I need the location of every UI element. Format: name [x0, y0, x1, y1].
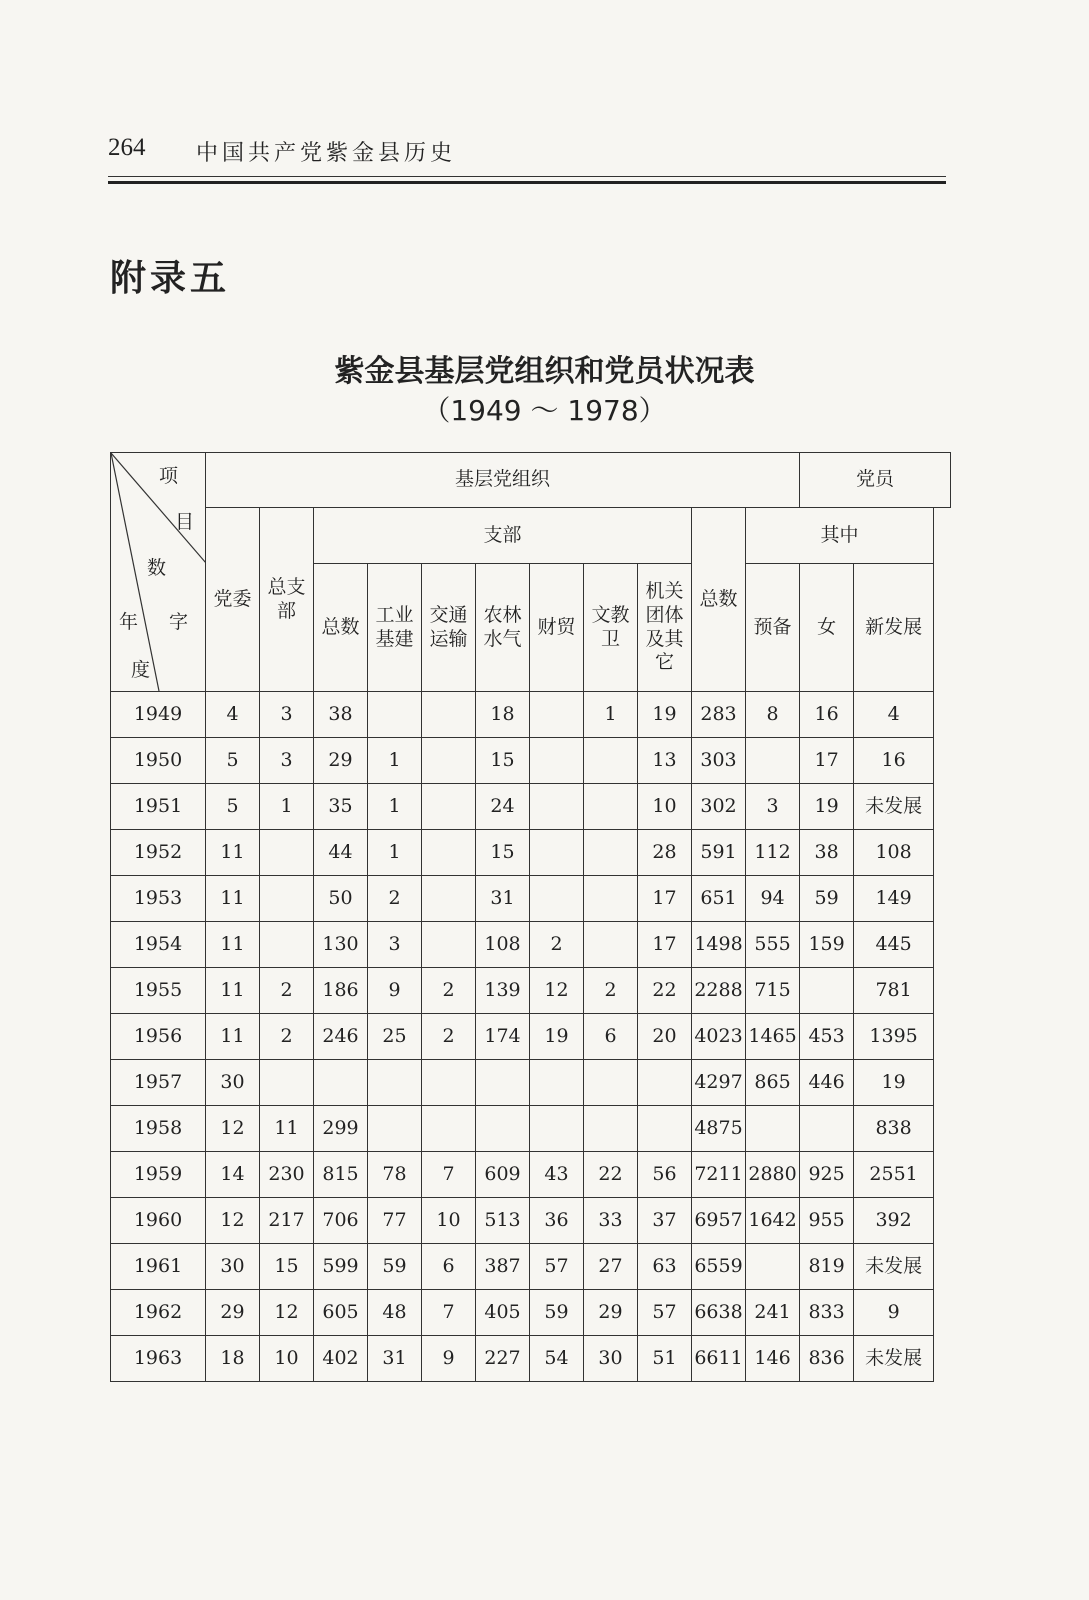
- header-culture-edu-health: 文教卫: [584, 564, 638, 692]
- table-title: 紫金县基层党组织和党员状况表: [334, 354, 755, 389]
- value-cell: 2: [530, 922, 584, 968]
- value-cell: 2: [368, 876, 422, 922]
- header-branch-total: 总数: [314, 564, 368, 692]
- value-cell: 651: [692, 876, 746, 922]
- value-cell: 48: [368, 1290, 422, 1336]
- value-cell: 24: [476, 784, 530, 830]
- value-cell: 1: [584, 692, 638, 738]
- value-cell: [530, 876, 584, 922]
- value-cell: 387: [476, 1244, 530, 1290]
- value-cell: 3: [746, 784, 800, 830]
- header-transport: 交通运输: [422, 564, 476, 692]
- year-cell: 1961: [111, 1244, 206, 1290]
- value-cell: 2288: [692, 968, 746, 1014]
- value-cell: 833: [800, 1290, 854, 1336]
- value-cell: 10: [638, 784, 692, 830]
- year-cell: 1950: [111, 738, 206, 784]
- value-cell: 15: [476, 830, 530, 876]
- value-cell: 513: [476, 1198, 530, 1244]
- table-row: [111, 968, 951, 1014]
- value-cell: 11: [260, 1106, 314, 1152]
- table-row: [111, 1198, 951, 1244]
- value-cell: 27: [584, 1244, 638, 1290]
- value-cell: 43: [530, 1152, 584, 1198]
- value-cell: 11: [206, 968, 260, 1014]
- value-cell: 599: [314, 1244, 368, 1290]
- value-cell: 15: [260, 1244, 314, 1290]
- header-among-which: 其中: [746, 508, 934, 564]
- header-party-committee: 党委: [206, 508, 260, 692]
- value-cell: 29: [206, 1290, 260, 1336]
- year-cell: 1959: [111, 1152, 206, 1198]
- value-cell: 94: [746, 876, 800, 922]
- value-cell: 11: [206, 830, 260, 876]
- value-cell: 11: [206, 922, 260, 968]
- value-cell: 29: [584, 1290, 638, 1336]
- value-cell: 36: [530, 1198, 584, 1244]
- value-cell: 6957: [692, 1198, 746, 1244]
- value-cell: 51: [638, 1336, 692, 1382]
- value-cell: 22: [638, 968, 692, 1014]
- table-row: [111, 1060, 951, 1106]
- value-cell: 33: [584, 1198, 638, 1244]
- value-cell: [422, 738, 476, 784]
- value-cell: 299: [314, 1106, 368, 1152]
- value-cell: 838: [854, 1106, 934, 1152]
- value-cell: 1498: [692, 922, 746, 968]
- value-cell: [422, 922, 476, 968]
- value-cell: 303: [692, 738, 746, 784]
- value-cell: [476, 1060, 530, 1106]
- value-cell: 20: [638, 1014, 692, 1060]
- value-cell: 241: [746, 1290, 800, 1336]
- value-cell: [422, 1060, 476, 1106]
- value-cell: 38: [314, 692, 368, 738]
- value-cell: 392: [854, 1198, 934, 1244]
- year-cell: 1953: [111, 876, 206, 922]
- value-cell: 13: [638, 738, 692, 784]
- value-cell: 4297: [692, 1060, 746, 1106]
- value-cell: [368, 1060, 422, 1106]
- value-cell: [422, 784, 476, 830]
- table-row: [111, 922, 951, 968]
- year-cell: 1962: [111, 1290, 206, 1336]
- value-cell: 2: [260, 1014, 314, 1060]
- value-cell: [260, 922, 314, 968]
- value-cell: [530, 692, 584, 738]
- value-cell: [260, 876, 314, 922]
- value-cell: 78: [368, 1152, 422, 1198]
- table-row: [111, 784, 951, 830]
- value-cell: 4: [854, 692, 934, 738]
- value-cell: 591: [692, 830, 746, 876]
- value-cell: 146: [746, 1336, 800, 1382]
- value-cell: [422, 876, 476, 922]
- value-cell: [368, 1106, 422, 1152]
- value-cell: [530, 738, 584, 784]
- value-cell: 9: [422, 1336, 476, 1382]
- value-cell: [476, 1106, 530, 1152]
- value-cell: 7: [422, 1152, 476, 1198]
- table-row: [111, 1014, 951, 1060]
- value-cell: 1642: [746, 1198, 800, 1244]
- corner-label-zi: 字: [169, 611, 189, 633]
- value-cell: 11: [206, 1014, 260, 1060]
- table-row: [111, 830, 951, 876]
- year-cell: 1963: [111, 1336, 206, 1382]
- value-cell: [368, 692, 422, 738]
- value-cell: 15: [476, 738, 530, 784]
- value-cell: 10: [422, 1198, 476, 1244]
- value-cell: 1395: [854, 1014, 934, 1060]
- value-cell: 453: [800, 1014, 854, 1060]
- corner-header-cell: [111, 453, 206, 692]
- value-cell: 955: [800, 1198, 854, 1244]
- value-cell: 227: [476, 1336, 530, 1382]
- value-cell: 17: [638, 922, 692, 968]
- corner-label-shu: 数: [147, 557, 167, 579]
- value-cell: 174: [476, 1014, 530, 1060]
- value-cell: 54: [530, 1336, 584, 1382]
- value-cell: 4023: [692, 1014, 746, 1060]
- year-cell: 1952: [111, 830, 206, 876]
- value-cell: 446: [800, 1060, 854, 1106]
- value-cell: [584, 738, 638, 784]
- header-rule-thin: [108, 176, 946, 177]
- value-cell: 59: [368, 1244, 422, 1290]
- value-cell: 59: [530, 1290, 584, 1336]
- table-row: [111, 1336, 951, 1382]
- table-row: [111, 1290, 951, 1336]
- header-party-members: 党员: [800, 453, 951, 508]
- header-finance-trade: 财贸: [530, 564, 584, 692]
- corner-label-mu: 目: [175, 511, 195, 533]
- value-cell: [638, 1106, 692, 1152]
- value-cell: 29: [314, 738, 368, 784]
- value-cell: 706: [314, 1198, 368, 1244]
- value-cell: 17: [638, 876, 692, 922]
- value-cell: 1: [368, 784, 422, 830]
- value-cell: 59: [800, 876, 854, 922]
- value-cell: 283: [692, 692, 746, 738]
- corner-label-xiang: 项: [159, 465, 179, 487]
- value-cell: 22: [584, 1152, 638, 1198]
- value-cell: 5: [206, 738, 260, 784]
- year-cell: 1955: [111, 968, 206, 1014]
- value-cell: 6: [422, 1244, 476, 1290]
- value-cell: 159: [800, 922, 854, 968]
- table-row: [111, 1152, 951, 1198]
- value-cell: [530, 784, 584, 830]
- value-cell: 781: [854, 968, 934, 1014]
- value-cell: 2880: [746, 1152, 800, 1198]
- corner-label-nian: 年: [119, 611, 139, 633]
- value-cell: [584, 1106, 638, 1152]
- value-cell: 865: [746, 1060, 800, 1106]
- value-cell: 16: [854, 738, 934, 784]
- value-cell: 44: [314, 830, 368, 876]
- value-cell: 230: [260, 1152, 314, 1198]
- header-agri-forest-water-weather: 农林水气: [476, 564, 530, 692]
- value-cell: 6: [584, 1014, 638, 1060]
- value-cell: 112: [746, 830, 800, 876]
- header-organs-groups-other: 机关团体及其它: [638, 564, 692, 692]
- value-cell: 2551: [854, 1152, 934, 1198]
- year-cell: 1949: [111, 692, 206, 738]
- value-cell: 819: [800, 1244, 854, 1290]
- value-cell: 302: [692, 784, 746, 830]
- value-cell: 30: [206, 1060, 260, 1106]
- value-cell: 57: [638, 1290, 692, 1336]
- table-subtitle: （1949 ～ 1978）: [422, 394, 667, 427]
- value-cell: 30: [206, 1244, 260, 1290]
- year-cell: 1960: [111, 1198, 206, 1244]
- value-cell: 609: [476, 1152, 530, 1198]
- value-cell: 14: [206, 1152, 260, 1198]
- value-cell: [746, 1106, 800, 1152]
- year-cell: 1951: [111, 784, 206, 830]
- corner-label-du: 度: [131, 659, 151, 681]
- value-cell: 17: [800, 738, 854, 784]
- year-cell: 1956: [111, 1014, 206, 1060]
- value-cell: 1465: [746, 1014, 800, 1060]
- value-cell: [260, 830, 314, 876]
- value-cell: [584, 1060, 638, 1106]
- value-cell: 37: [638, 1198, 692, 1244]
- header-female: 女: [800, 564, 854, 692]
- value-cell: [746, 1244, 800, 1290]
- value-cell: 31: [476, 876, 530, 922]
- value-cell: 2: [584, 968, 638, 1014]
- value-cell: 30: [584, 1336, 638, 1382]
- value-cell: 12: [206, 1106, 260, 1152]
- table-row: [111, 1244, 951, 1290]
- value-cell: 605: [314, 1290, 368, 1336]
- value-cell: 3: [368, 922, 422, 968]
- value-cell: [584, 922, 638, 968]
- value-cell: 108: [476, 922, 530, 968]
- value-cell: 16: [800, 692, 854, 738]
- value-cell: 6611: [692, 1336, 746, 1382]
- party-statistics-table: [110, 452, 951, 1382]
- value-cell: [422, 692, 476, 738]
- value-cell: 7: [422, 1290, 476, 1336]
- value-cell: 19: [854, 1060, 934, 1106]
- value-cell: 4875: [692, 1106, 746, 1152]
- value-cell: [530, 1060, 584, 1106]
- header-member-total: 总数: [692, 508, 746, 692]
- value-cell: 25: [368, 1014, 422, 1060]
- value-cell: 7211: [692, 1152, 746, 1198]
- header-rule-thick: [108, 181, 946, 184]
- value-cell: 未发展: [854, 1336, 934, 1382]
- value-cell: 57: [530, 1244, 584, 1290]
- value-cell: 11: [206, 876, 260, 922]
- value-cell: 未发展: [854, 1244, 934, 1290]
- value-cell: 77: [368, 1198, 422, 1244]
- value-cell: 815: [314, 1152, 368, 1198]
- value-cell: [260, 1060, 314, 1106]
- value-cell: 19: [638, 692, 692, 738]
- value-cell: 405: [476, 1290, 530, 1336]
- value-cell: [800, 1106, 854, 1152]
- value-cell: 9: [854, 1290, 934, 1336]
- value-cell: 35: [314, 784, 368, 830]
- value-cell: 6559: [692, 1244, 746, 1290]
- value-cell: 445: [854, 922, 934, 968]
- running-title: 中国共产党紫金县历史: [196, 141, 457, 166]
- year-cell: 1957: [111, 1060, 206, 1106]
- value-cell: 19: [530, 1014, 584, 1060]
- value-cell: 31: [368, 1336, 422, 1382]
- value-cell: 5: [206, 784, 260, 830]
- value-cell: 925: [800, 1152, 854, 1198]
- value-cell: 1: [368, 738, 422, 784]
- value-cell: 56: [638, 1152, 692, 1198]
- value-cell: 836: [800, 1336, 854, 1382]
- value-cell: 246: [314, 1014, 368, 1060]
- value-cell: 18: [476, 692, 530, 738]
- value-cell: 6638: [692, 1290, 746, 1336]
- header-branches: 支部: [314, 508, 692, 564]
- value-cell: 402: [314, 1336, 368, 1382]
- page-number: 264: [108, 134, 146, 161]
- value-cell: 1: [368, 830, 422, 876]
- value-cell: 2: [422, 1014, 476, 1060]
- value-cell: 28: [638, 830, 692, 876]
- value-cell: 555: [746, 922, 800, 968]
- value-cell: 139: [476, 968, 530, 1014]
- value-cell: 12: [206, 1198, 260, 1244]
- table-row: [111, 1106, 951, 1152]
- value-cell: 217: [260, 1198, 314, 1244]
- value-cell: [530, 830, 584, 876]
- year-cell: 1954: [111, 922, 206, 968]
- value-cell: [314, 1060, 368, 1106]
- value-cell: 63: [638, 1244, 692, 1290]
- value-cell: [800, 968, 854, 1014]
- table-row: [111, 738, 951, 784]
- header-general-branch: 总支部: [260, 508, 314, 692]
- table-row: [111, 692, 951, 738]
- value-cell: 19: [800, 784, 854, 830]
- value-cell: [584, 876, 638, 922]
- value-cell: [746, 738, 800, 784]
- header-probationary: 预备: [746, 564, 800, 692]
- value-cell: 10: [260, 1336, 314, 1382]
- value-cell: [530, 1106, 584, 1152]
- table-row: [111, 876, 951, 922]
- value-cell: [422, 830, 476, 876]
- value-cell: [584, 830, 638, 876]
- header-industry-construction: 工业基建: [368, 564, 422, 692]
- value-cell: [638, 1060, 692, 1106]
- value-cell: 186: [314, 968, 368, 1014]
- value-cell: 130: [314, 922, 368, 968]
- value-cell: 3: [260, 738, 314, 784]
- value-cell: 18: [206, 1336, 260, 1382]
- header-grassroots-org: 基层党组织: [206, 453, 800, 508]
- value-cell: 8: [746, 692, 800, 738]
- value-cell: [584, 784, 638, 830]
- year-cell: 1958: [111, 1106, 206, 1152]
- value-cell: 50: [314, 876, 368, 922]
- value-cell: 12: [260, 1290, 314, 1336]
- value-cell: 9: [368, 968, 422, 1014]
- value-cell: 38: [800, 830, 854, 876]
- value-cell: 715: [746, 968, 800, 1014]
- value-cell: [422, 1106, 476, 1152]
- value-cell: 4: [206, 692, 260, 738]
- value-cell: 2: [422, 968, 476, 1014]
- value-cell: 1: [260, 784, 314, 830]
- value-cell: 2: [260, 968, 314, 1014]
- header-newly-recruited: 新发展: [854, 564, 934, 692]
- value-cell: 12: [530, 968, 584, 1014]
- value-cell: 108: [854, 830, 934, 876]
- value-cell: 未发展: [854, 784, 934, 830]
- value-cell: 149: [854, 876, 934, 922]
- value-cell: 3: [260, 692, 314, 738]
- appendix-heading: 附录五: [110, 258, 231, 299]
